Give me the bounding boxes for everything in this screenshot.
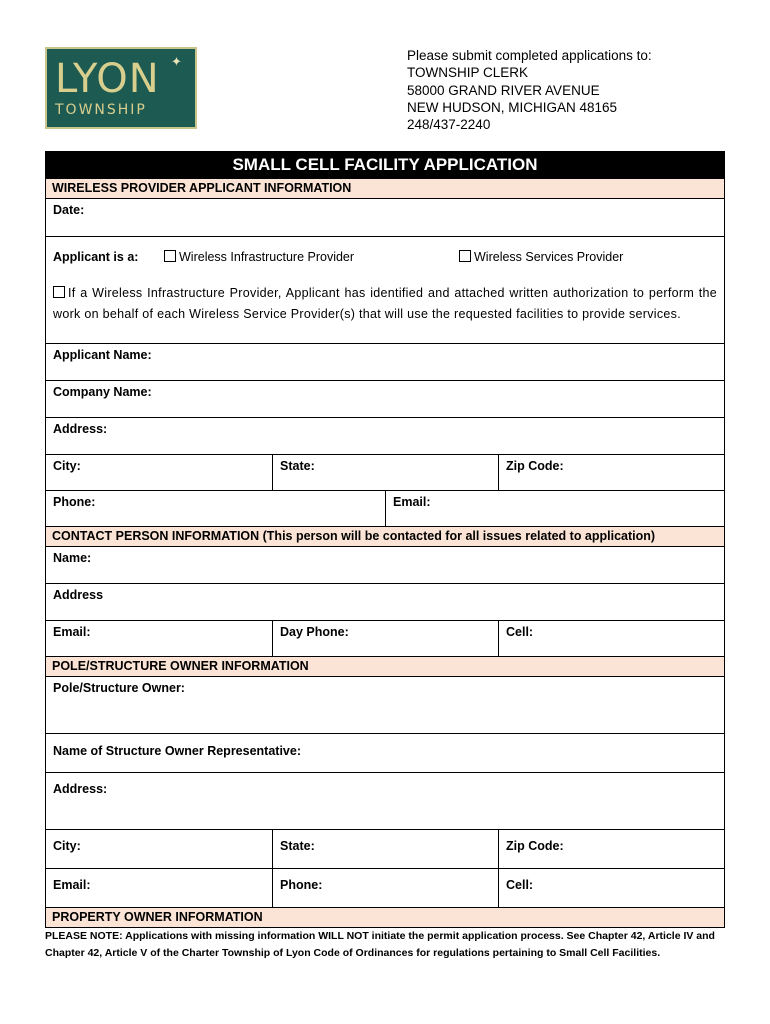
city-field[interactable]: City: <box>53 459 81 473</box>
day-phone-field[interactable]: Day Phone: <box>272 621 498 656</box>
sparkle-icon: ✦ <box>171 54 182 69</box>
infra-provider-label: Wireless Infrastructure Provider <box>179 250 355 264</box>
section-contact: CONTACT PERSON INFORMATION (This person will be contacted for all issues related to application) <box>46 526 724 546</box>
phone-field[interactable]: Phone: <box>53 495 96 509</box>
contact-address-field[interactable]: Address <box>53 588 104 602</box>
services-provider-checkbox[interactable] <box>459 250 471 262</box>
application-form <box>45 151 725 928</box>
owner-email-field[interactable]: Email: <box>53 878 91 892</box>
footer-note: PLEASE NOTE: Applications with missing information WILL NOT initiate the permit application process. See Chapter 42, Article IV and Chapter 42, Article V of the Charter Township of Lyon Code of Ordinances for regulations pertaining to Small Cell Facilities. <box>45 930 715 959</box>
date-field[interactable]: Date: <box>53 203 85 217</box>
owner-phone-field[interactable]: Phone: <box>272 869 498 907</box>
form-title: SMALL CELL FACILITY APPLICATION <box>46 152 724 178</box>
township-logo <box>45 47 197 129</box>
owner-cell-field[interactable]: Cell: <box>498 869 724 907</box>
owner-state-field[interactable]: State: <box>272 830 498 868</box>
address-line: TOWNSHIP CLERK <box>407 65 529 81</box>
section-property-owner: PROPERTY OWNER INFORMATION <box>46 907 724 927</box>
authorization-checkbox[interactable] <box>53 286 65 298</box>
section-applicant: WIRELESS PROVIDER APPLICANT INFORMATION <box>46 178 724 198</box>
logo-line1: LYON <box>55 56 160 102</box>
owner-city-field[interactable]: City: <box>53 839 81 853</box>
logo-line2: TOWNSHIP <box>55 102 147 118</box>
applicant-type-row <box>46 237 724 274</box>
services-provider-label: Wireless Services Provider <box>474 250 624 264</box>
address-line: 248/437-2240 <box>407 117 491 133</box>
owner-rep-field[interactable]: Name of Structure Owner Representative: <box>53 744 301 758</box>
address-line: NEW HUDSON, MICHIGAN 48165 <box>407 99 618 115</box>
section-pole-owner: POLE/STRUCTURE OWNER INFORMATION <box>46 656 724 676</box>
owner-address-field[interactable]: Address: <box>53 782 108 796</box>
email-field[interactable]: Email: <box>385 491 724 526</box>
company-name-field[interactable]: Company Name: <box>53 385 152 399</box>
address-field[interactable]: Address: <box>53 422 108 436</box>
owner-zip-field[interactable]: Zip Code: <box>498 830 724 868</box>
contact-email-field[interactable]: Email: <box>53 625 91 639</box>
contact-cell-field[interactable]: Cell: <box>498 621 724 656</box>
state-field[interactable]: State: <box>272 455 498 490</box>
zip-field[interactable]: Zip Code: <box>498 455 724 490</box>
applicant-name-field[interactable]: Applicant Name: <box>53 348 152 362</box>
submission-address <box>407 47 652 133</box>
applicant-type-label: Applicant is a: <box>53 250 139 264</box>
pole-owner-field[interactable]: Pole/Structure Owner: <box>53 681 185 695</box>
authorization-statement <box>46 274 724 343</box>
address-line: 58000 GRAND RIVER AVENUE <box>407 82 600 98</box>
infra-provider-checkbox[interactable] <box>164 250 176 262</box>
authorization-text: If a Wireless Infrastructure Provider, Applicant has identified and attached written authorization to perform the work on behalf of each Wireless Service Provider(s) that will use the requested facilities to provide services. <box>53 286 717 321</box>
contact-name-field[interactable]: Name: <box>53 551 92 565</box>
address-line: Please submit completed applications to: <box>407 48 652 63</box>
